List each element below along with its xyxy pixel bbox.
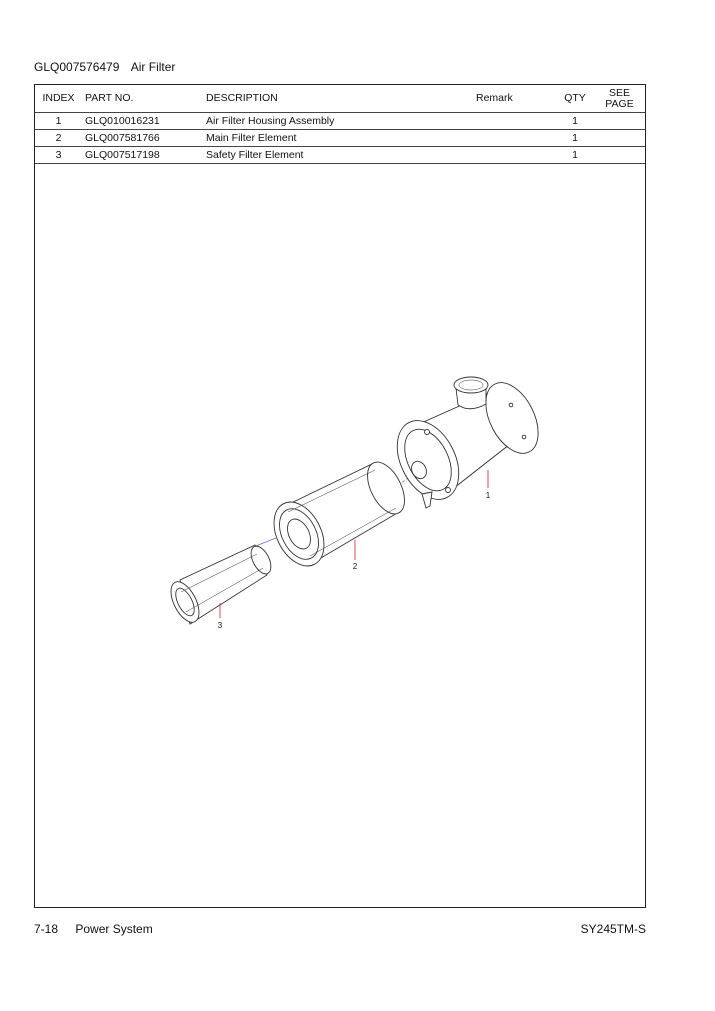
cell-part-no: GLQ010016231 <box>82 113 206 130</box>
col-description: DESCRIPTION <box>206 85 476 113</box>
col-see-page-line2: PAGE <box>605 97 634 110</box>
section-name: Power System <box>75 922 153 936</box>
cell-description: Air Filter Housing Assembly <box>206 113 476 130</box>
cell-description: Safety Filter Element <box>206 147 476 164</box>
cell-index: 3 <box>35 147 82 164</box>
cell-description: Main Filter Element <box>206 130 476 147</box>
col-qty: QTY <box>556 85 594 113</box>
cell-part-no: GLQ007517198 <box>82 147 206 164</box>
cell-qty: 1 <box>556 147 594 164</box>
cell-qty: 1 <box>556 113 594 130</box>
cell-qty: 1 <box>556 130 594 147</box>
col-remark: Remark <box>476 85 556 113</box>
col-see-page-line1: SEE <box>608 86 630 99</box>
callout-2: 2 <box>352 562 358 571</box>
page-number: 7-18 <box>34 922 59 936</box>
cell-part-no: GLQ007581766 <box>82 130 206 147</box>
callout-1: 1 <box>485 491 491 500</box>
cell-index: 2 <box>35 130 82 147</box>
callout-3: 3 <box>217 621 223 630</box>
col-index: INDEX <box>35 85 82 113</box>
air-filter-housing-assembly <box>385 374 549 510</box>
main-filter-element <box>264 456 412 574</box>
group-name: Air Filter <box>130 60 176 74</box>
model-name: SY245TM-S <box>580 922 646 936</box>
cell-index: 1 <box>35 113 82 130</box>
page-footer-left <box>34 922 153 936</box>
col-part-no: PART NO. <box>82 85 206 113</box>
group-part-number: GLQ007576479 <box>34 60 120 74</box>
